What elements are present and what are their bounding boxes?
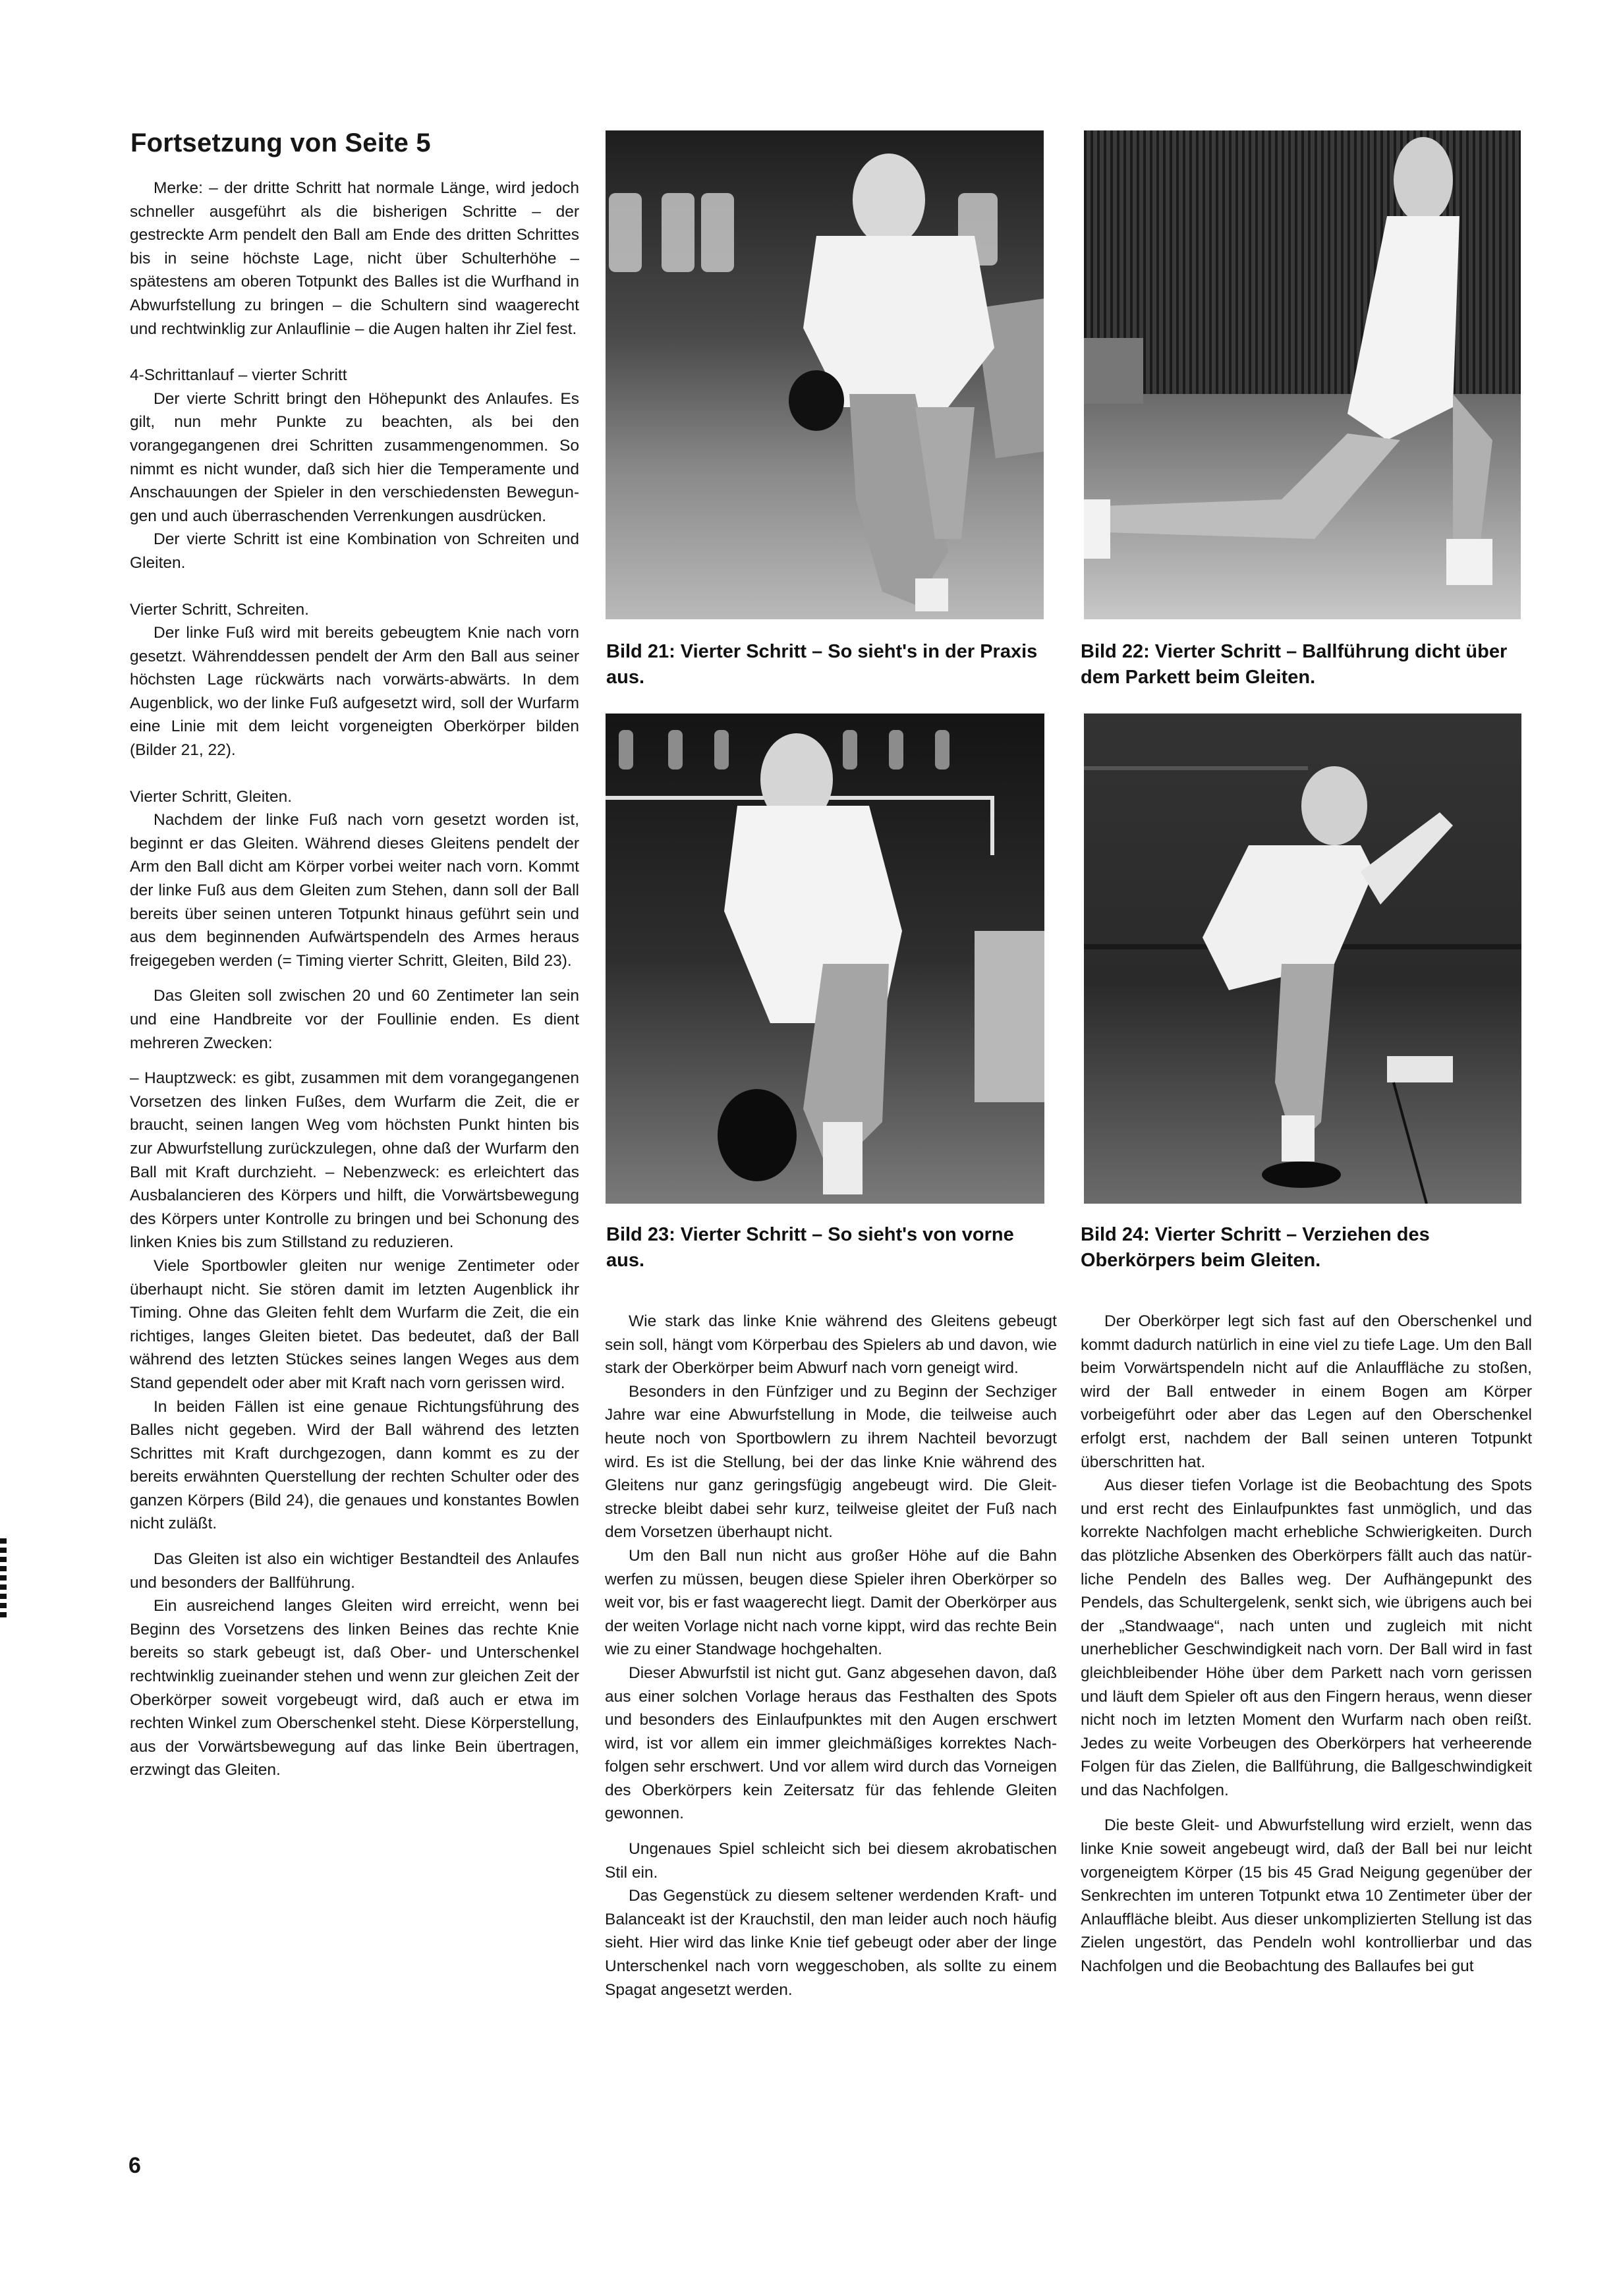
figure-caption-23: Bild 23: Vierter Schritt – So sieht's von vorne aus. xyxy=(606,1224,1014,1271)
paragraph: Wie stark das linke Knie während des Gleitens gebeugt sein soll, hängt vom Körperbau des Spielers ab und davon, wie stark der Oberkörper beim Abwurf nach vorn geneigt wird. xyxy=(605,1312,1057,1378)
middle-text-column xyxy=(605,1310,1057,2002)
page-title: Fortsetzung von Seite 5 xyxy=(130,128,431,157)
section-heading: Vierter Schritt, Gleiten. xyxy=(130,787,293,806)
paragraph: Der Oberkörper legt sich fast auf den Oberschenkel und kommt dadurch natürlich in eine viel zu tiefe Lage. Um den Ball beim Vorwärtspendeln nicht auf die Anlauffläche zu stoßen, wird der Ball entweder in einem Bogen am Körper vorbeigeführt oder aber das Legen auf den Oberschenkel erfolgt erst, nachdem der Ball seinen unteren Totpunkt überschritten hat. xyxy=(1081,1312,1532,1471)
paragraph: Das Gleiten ist also ein wichtiger Bestandteil des Anlaufes und besonders der Ballführung. xyxy=(130,1550,579,1592)
figure-caption-21: Bild 21: Vierter Schritt – So sieht's in der Praxis aus. xyxy=(606,641,1038,688)
paragraph: Um den Ball nun nicht aus großer Höhe auf die Bahn werfen zu müssen, beugen diese Spieler ihren Oberkörper so weit vor, bis er fast waagerecht liegt. Damit der Oberkörper aus der weiten Vorlage nicht nach vorne kippt, wird das rechte Bein wie zu einer Standwage hochgehalten. xyxy=(605,1546,1057,1659)
paragraph: Ein ausreichend langes Gleiten wird erreicht, wenn bei Beginn des Vorsetzens des linken Beines das rechte Knie bereits so stark gebeugt ist, daß Ober- und Unterschenkel rechtwinklig zueinander stehen und wenn zur gleichen Zeit der Oberkörper soweit vorgebeugt wird, daß auch er etwa im rechten Winkel zum Oberschenkel steht. Diese Körperstellung, aus der Vorwärtsbewegung auf das linke Bein übertragen, erzwingt das Gleiten. xyxy=(130,1597,579,1779)
paragraph: Merke: – der dritte Schritt hat normale Länge, wird jedoch schneller ausgeführt als die bisherigen Schritte – der gestreckte Arm pendelt den Ball am Ende des dritten Schrittes bis in seine höchste Lage, nicht über Schulterhöhe – spätestens am oberen Totpunkt des Balles ist die Wurfhand in Abwurfstellung zu bringen – die Schultern sind waagerecht und rechtwinklig zur Anlauflinie – die Augen halten ihr Ziel fest. xyxy=(130,179,579,338)
paragraph: Das Gleiten soll zwischen 20 und 60 Zentimeter lan sein und eine Handbreite vor der Foullinie enden. Es dient mehreren Zwecken: xyxy=(130,987,579,1052)
bowler-photo-icon xyxy=(606,714,1044,1204)
paragraph: Der vierte Schritt bringt den Höhepunkt des Anlaufes. Es gilt, nun mehr Punkte zu beachten, als bei den vorangegangenen drei Schritten zusammengenommen. So nimmt es nicht wunder, daß sich hier die Temperamente und Anschauungen der Spieler in den verschiedensten Bewegungen und auch überraschenden Verrenkungen ausdrücken. xyxy=(130,389,579,525)
photo-bild-23 xyxy=(606,714,1044,1204)
paragraph: Der vierte Schritt ist eine Kombination von Schreiten und Gleiten. xyxy=(130,530,579,572)
section-heading: 4-Schrittanlauf – vierter Schritt xyxy=(130,366,347,385)
paragraph: Ungenaues Spiel schleicht sich bei diesem akrobatischen Stil ein. xyxy=(605,1840,1057,1882)
left-text-column xyxy=(130,177,579,1782)
paragraph: Viele Sportbowler gleiten nur wenige Zentimeter oder überhaupt nicht. Sie stören damit im letzten Augenblick ihr Timing. Ohne das Gleiten fehlt dem Wurfarm die Zeit, die ein richtiges, langes Gleiten bietet. Das bedeutet, daß der Ball während des letzten Stückes seines langen Weges aus dem Stand gependelt oder aber mit Kraft nach vorn gerissen wird. xyxy=(130,1256,579,1392)
photo-bild-22 xyxy=(1084,130,1521,619)
paragraph: Dieser Abwurfstil ist nicht gut. Ganz abgesehen davon, daß aus einer solchen Vorlage heraus das Festhalten des Spots und besonders des Einlaufpunktes mit den Augen erschwert wird, ist vor allem ein immer gleichmäßiges korrektes Nachfolgen sehr erschwert. Und vor allem wird durch das Vorneigen des Oberkörpers kein Zeitersatz für das fehlende Gleiten gewonnen. xyxy=(605,1664,1057,1823)
figure-caption-24: Bild 24: Vierter Schritt – Verziehen des Oberkörpers beim Gleiten. xyxy=(1081,1224,1430,1271)
photo-bild-24 xyxy=(1084,714,1521,1204)
paragraph: Die beste Gleit- und Abwurfstellung wird erzielt, wenn das linke Knie soweit angebeugt wird, daß der Ball bei nur leicht vorgeneigtem Körper (15 bis 45 Grad Neigung gegenüber der Senkrechten im unteren Totpunkt etwa 10 Zentimeter über der Anlauffläche bleibt. Aus dieser unkomplizierten Stellung ist das Zielen ungestört, das Pendeln wohl kontrollierbar und das Nachfolgen und die Beobachtung des Ballaufes bei gut xyxy=(1081,1816,1532,1976)
paragraph: In beiden Fällen ist eine genaue Richtungsführung des Balles nicht gegeben. Wird der Ball während des letzten Schrittes mit Kraft durchgezogen, dann kommt es zu der bereits erwähnten Querstellung der rechten Schulter oder des ganzen Körpers (Bild 24), die genaues und konstantes Bowlen nicht zuläßt. xyxy=(130,1397,579,1533)
page-number: 6 xyxy=(128,2153,141,2178)
paragraph: Nachdem der linke Fuß nach vorn gesetzt worden ist, beginnt er das Gleiten. Während dieses Gleitens pendelt der Arm den Ball dicht am Körper vorbei weiter nach vorn. Kommt der linke Fuß aus dem Gleiten zum Stehen, dann soll der Ball bereits über seinen unteren Totpunkt hinaus geführt sein und aus dem beginnenden Aufwärtspendeln des Armes heraus freigegeben werden (= Timing vierter Schritt, Gleiten, Bild 23). xyxy=(130,811,579,970)
photo-bild-21 xyxy=(606,130,1044,619)
right-text-column xyxy=(1081,1310,1532,1978)
bowler-photo-icon xyxy=(606,130,1044,619)
paragraph: Besonders in den Fünfziger und zu Beginn der Sechziger Jahre war eine Abwurfstellung in Mode, die teilweise auch heute noch von Sportbowlern zu ihrem Nachteil bevorzugt wird. Es ist die Stellung, bei der das linke Knie während des Gleitens nur ganz geringsfügig angebeugt wird. Die Gleitstrecke bleibt dabei sehr kurz, teilweise gleitet der Fuß nach dem Vorsetzen überhaupt nicht. xyxy=(605,1382,1057,1542)
paragraph: Das Gegenstück zu diesem seltener werdenden Kraft- und Balanceakt ist der Krauchstil, den man leider auch noch häufig sieht. Hier wird das linke Knie tief gebeugt oder aber der linge Unterschenkel nach vorn weggeschoben, als sollte zu einem Spagat angesetzt werden. xyxy=(605,1887,1057,1999)
paragraph: Aus dieser tiefen Vorlage ist die Beobachtung des Spots und erst recht des Einlaufpunktes fast unmöglich, und das korrekte Nachfolgen macht erhebliche Schwierigkeiten. Durch das plötzliche Absenken des Oberkörpers fällt auch das natürliche Pendeln des Balles weg. Der Aufhängepunkt des Pendels, das Schultergelenk, senkt sich, wie übrigens auch bei der „Standwaage“, nach unten und zugleich mit nicht unerheblicher Geschwindigkeit nach vorn. Der Ball wird in fast gleichbleibender Höhe über dem Parkett nach vorn gerissen und läuft dem Spieler oft aus den Fingern heraus, wenn dieser nicht noch im letzten Moment den Wurfarm nach oben reißt. Jedes zu weite Vorbeugen des Oberkörpers hat verheerende Folgen für das Zielen, die Ballführung, die Ballgeschwindigkeit und das Nachfolgen. xyxy=(1081,1476,1532,1799)
scan-edge-mark xyxy=(0,1538,7,1617)
figure-caption-22: Bild 22: Vierter Schritt – Ballführung dicht über dem Parkett beim Gleiten. xyxy=(1081,641,1508,688)
paragraph: – Hauptzweck: es gibt, zusammen mit dem vorangegangenen Vorsetzen des linken Fußes, dem Wurfarm die Zeit, die er braucht, seinen langen Weg vom höchsten Punkt hinten bis zur Abwurfstellung zurückzulegen, ohne daß der Wurfarm den Ball mit Kraft durchzieht. – Nebenzweck: es erleichtert das Ausbalancieren des Körpers und hilft, die Vorwärtsbewegung des Körpers unter Kontrolle zu bringen und bei Schonung des linken Knies bis zum Stillstand zu reduzieren. xyxy=(130,1069,579,1252)
section-heading: Vierter Schritt, Schreiten. xyxy=(130,600,309,619)
paragraph: Der linke Fuß wird mit bereits gebeugtem Knie nach vorn gesetzt. Währenddessen pendelt der Arm den Ball aus seiner höchsten Lage rückwärts nach vorwärts-abwärts. In dem Augenblick, wo der linke Fuß aufgesetzt wird, soll der Wurfarm eine Linie mit dem leicht vorgeneigten Oberkörper bilden (Bilder 21, 22). xyxy=(130,624,579,760)
bowler-photo-icon xyxy=(1084,714,1521,1204)
bowler-photo-icon xyxy=(1084,130,1521,619)
